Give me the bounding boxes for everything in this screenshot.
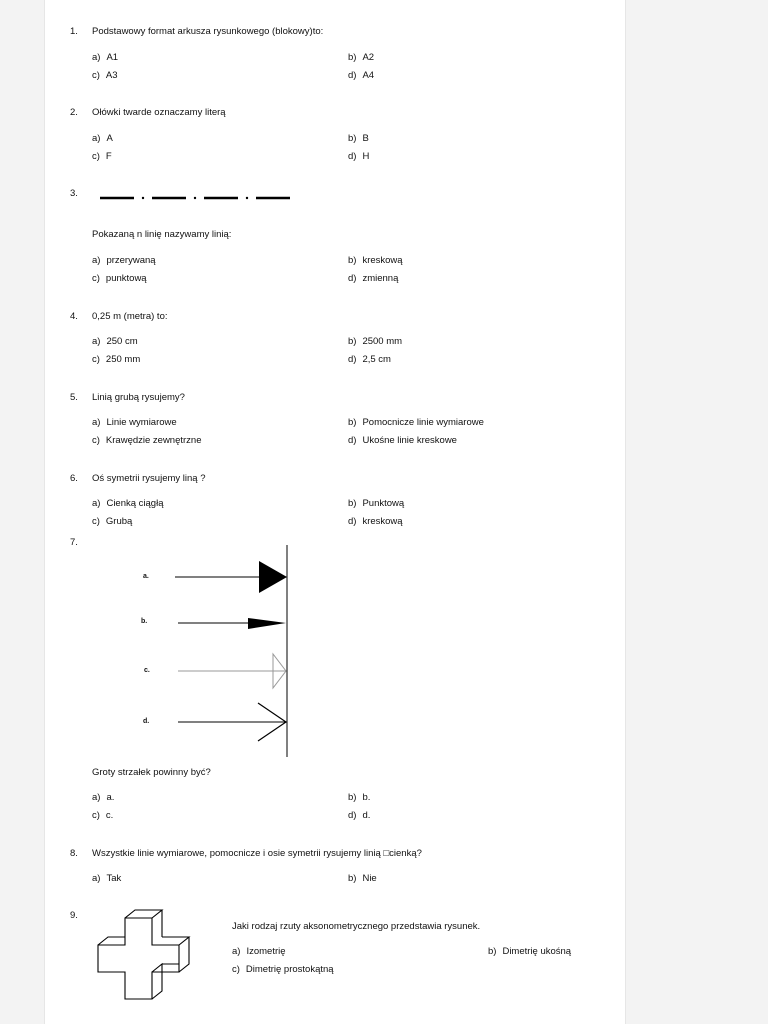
answer-d[interactable]: d) H <box>348 151 370 162</box>
answer-b[interactable]: b) Punktową <box>348 498 405 509</box>
question-text: Linią grubą rysujemy? <box>92 392 185 403</box>
answer-a[interactable]: a) Cienką ciągłą <box>92 498 164 509</box>
question-text: Pokazaną n linię nazywamy linią: <box>92 229 232 240</box>
question-number: 7. <box>70 537 78 548</box>
answer-b[interactable]: b) Dimetrię ukośną <box>488 946 572 957</box>
answer-b[interactable]: b) Nie <box>348 873 377 884</box>
answer-c[interactable]: c) Krawędzie zewnętrzne <box>92 435 202 446</box>
question-text: 0,25 m (metra) to: <box>92 311 168 322</box>
answer-a[interactable]: a) przerywaną <box>92 255 156 266</box>
question-text: Ołówki twarde oznaczamy literą <box>92 107 226 118</box>
answer-a[interactable]: a) 250 cm <box>92 336 138 347</box>
answer-c[interactable]: c) c. <box>92 810 114 821</box>
question-number: 4. <box>70 311 78 322</box>
question-text: Podstawowy format arkusza rysunkowego (blokowy)to: <box>92 26 324 37</box>
answer-d[interactable]: d) d. <box>348 810 371 821</box>
figure-label-a: a. <box>143 573 149 580</box>
question-text: Groty strzałek powinny być? <box>92 767 211 778</box>
answer-d[interactable]: d) A4 <box>348 70 375 81</box>
answer-c[interactable]: c) A3 <box>92 70 118 81</box>
answer-a[interactable]: a) Linie wymiarowe <box>92 417 177 428</box>
answer-d[interactable]: d) kreskową <box>348 516 403 527</box>
answer-a[interactable]: a) Tak <box>92 873 122 884</box>
question-text: Oś symetrii rysujemy liną ? <box>92 473 206 484</box>
question-number: 3. <box>70 188 78 199</box>
figure-label-c: c. <box>144 667 150 674</box>
answer-b[interactable]: b) b. <box>348 792 371 803</box>
answer-d[interactable]: d) 2,5 cm <box>348 354 391 365</box>
answer-b[interactable]: b) kreskową <box>348 255 403 266</box>
question-text: Wszystkie linie wymiarowe, pomocnicze i osie symetrii rysujemy linią □cienką? <box>92 848 422 859</box>
answer-b[interactable]: b) B <box>348 133 369 144</box>
answer-c[interactable]: c) Dimetrię prostokątną <box>232 964 334 975</box>
question-number: 5. <box>70 392 78 403</box>
isometric-cross-figure <box>92 905 207 1015</box>
question-number: 9. <box>70 910 78 921</box>
answer-a[interactable]: a) Izometrię <box>232 946 286 957</box>
document-page <box>44 0 626 1024</box>
answer-a[interactable]: a) a. <box>92 792 115 803</box>
answer-a[interactable]: a) A <box>92 133 113 144</box>
arrowheads-figure <box>170 545 295 758</box>
answer-b[interactable]: b) A2 <box>348 52 375 63</box>
question-text: Jaki rodzaj rzuty aksonometrycznego przedstawia rysunek. <box>232 921 481 932</box>
figure-label-b: b. <box>141 618 148 625</box>
figure-label-d: d. <box>143 718 150 725</box>
answer-c[interactable]: c) punktową <box>92 273 147 284</box>
dash-dot-line-figure <box>98 190 298 204</box>
answer-c[interactable]: c) 250 mm <box>92 354 141 365</box>
answer-c[interactable]: c) Grubą <box>92 516 133 527</box>
answer-d[interactable]: d) Ukośne linie kreskowe <box>348 435 457 446</box>
question-number: 6. <box>70 473 78 484</box>
question-number: 8. <box>70 848 78 859</box>
question-number: 2. <box>70 107 78 118</box>
answer-b[interactable]: b) Pomocnicze linie wymiarowe <box>348 417 484 428</box>
question-number: 1. <box>70 26 78 37</box>
answer-a[interactable]: a) A1 <box>92 52 119 63</box>
answer-d[interactable]: d) zmienną <box>348 273 399 284</box>
answer-b[interactable]: b) 2500 mm <box>348 336 403 347</box>
answer-c[interactable]: c) F <box>92 151 112 162</box>
